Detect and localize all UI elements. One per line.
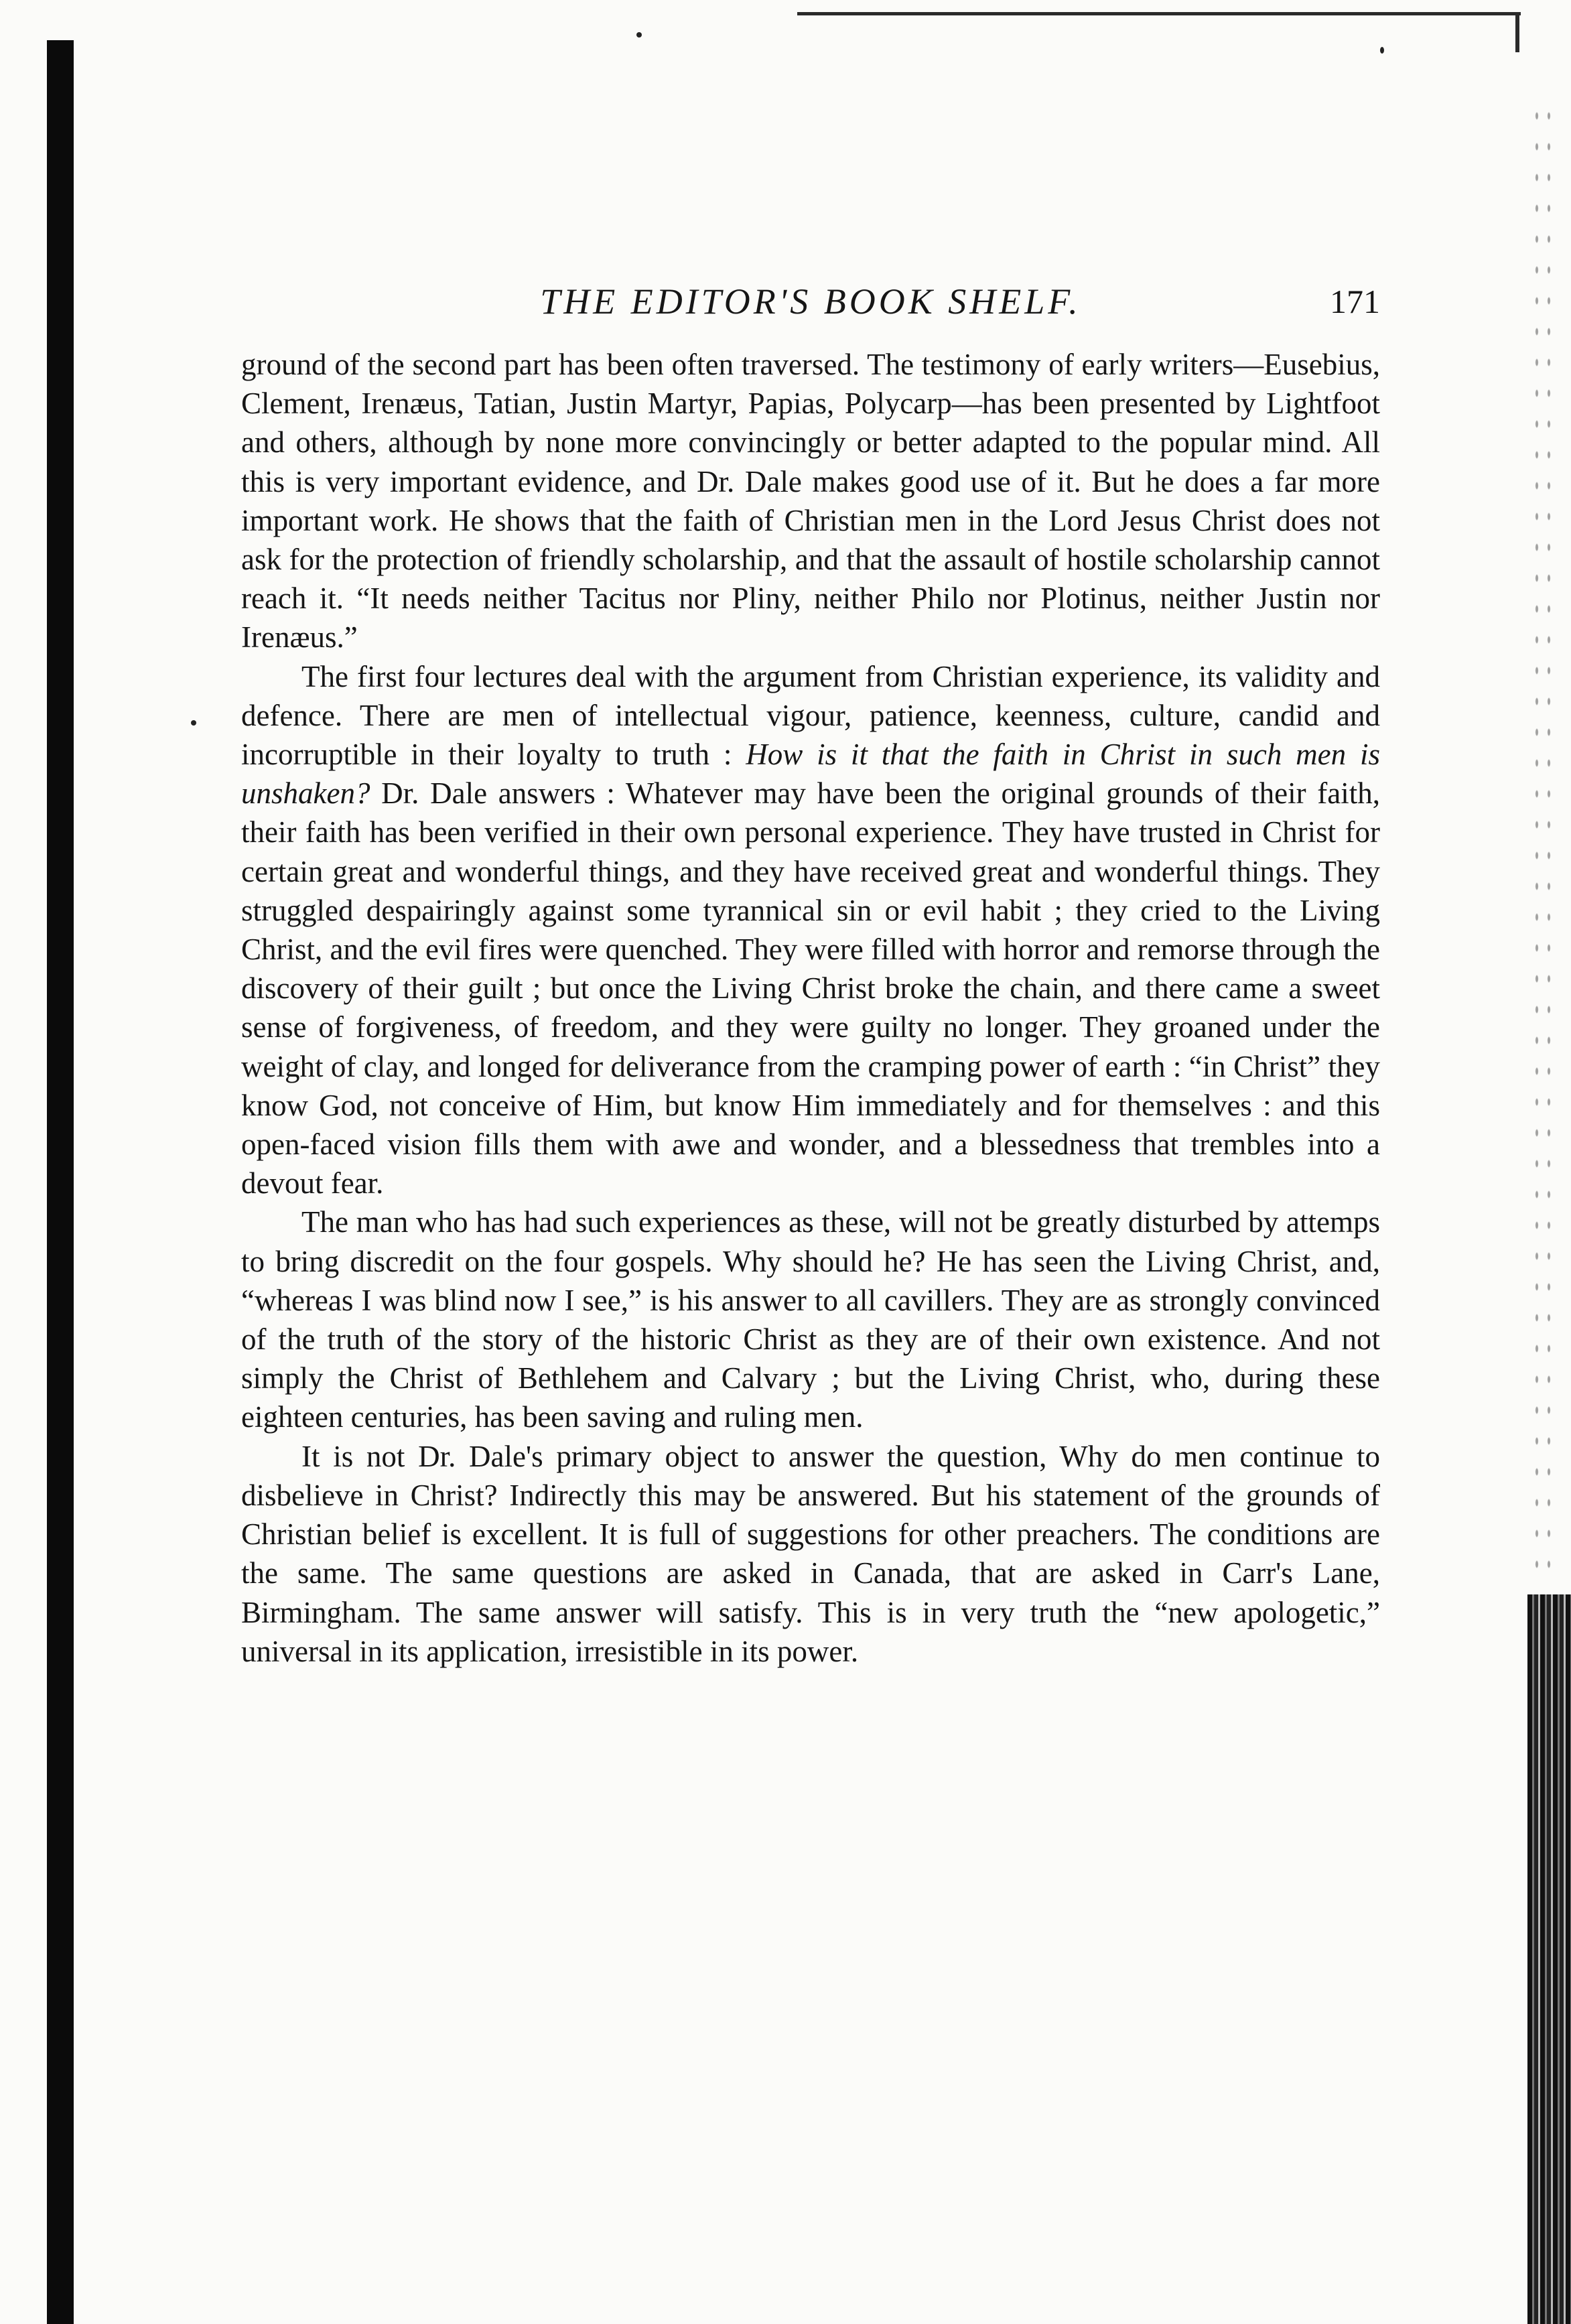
page-edge-speckle [1531,100,1558,1574]
page-header [241,271,1380,332]
binding-shadow [47,40,74,2324]
paragraph-text: It is not Dr. Dale's primary object to answer the question, Why do men continue to disbelieve in Christ? Indirectly this may be answered. But his statement of the grounds of Christian belief is excellent. It is full of suggestions for other preachers. The conditions are the same. The same questions are asked in Canada, that are asked in Carr's Lane, Birmingham. The same answer will satisfy. This is in very truth the “new apologetic,” universal in its application, irresistible in its power. [241,1439,1380,1668]
paragraph-primary-object [241,1437,1380,1671]
paragraph-continuation [241,345,1380,657]
paragraph-text: The first four lectures deal with the argument from Christian experience, its validity and defence. There are men of intellectual vigour, patience, keenness, culture, candid and incorruptible in their loyalty to truth : [241,659,1380,772]
italic-question: How is it that the faith in Christ in such men is unshaken? [241,738,1380,811]
paragraph-the-man [241,1203,1380,1436]
body-text [241,345,1380,1671]
paragraph-text: The man who has had such experiences as these, will not be greatly disturbed by attemps to bring discredit on the four gospels. Why should he? He has seen the Living Christ, and, “whereas I was blind now I see,” is his answer to all cavillers. They are as strongly convinced of the truth of the story of the historic Christ as they are of their own existence. And not simply the Christ of Bethlehem and Calvary ; but the Living Christ, who, during these eighteen centuries, has been saving and ruling men. [241,1205,1380,1434]
stray-ink-mark [636,32,642,38]
paragraph-first-four-lectures [241,657,1380,1203]
page-number: 171 [1330,283,1380,320]
paragraph-text: Dr. Dale answers : Whatever may have been the original grounds of their faith, their faith has been verified in their own personal experience. They have trusted in Christ for certain great and wonderful things, and they have received great and wonderful things. They struggled despairingly against some tyrannical sin or evil habit ; they cried to the Living Christ, and the evil fires were quenched. They were filled with horror and remorse through the discovery of their guilt ; but once the Living Christ broke the chain, and there came a sweet sense of forgiveness, of freedom, and they were guilty no longer. They groaned under the weight of clay, and longed for deliverance from the cramping power of earth : “in Christ” they know God, not conceive of Him, but know Him immediately and for themselves : and this open-faced vision fills them with awe and wonder, and a blessedness that trembles into a devout fear. [241,776,1380,1201]
paragraph-text: ground of the second part has been often traversed. The testimony of early writers—Eusebius, Clement, Irenæus, Tatian, Justin Martyr, Papias, Polycarp—has been presented by Lightfoot and others, although by none more convincingly or better adapted to the popular mind. All this is very important evidence, and Dr. Dale makes good use of it. But he does a far more important work. He shows that the faith of Christian men in the Lord Jesus Christ does not ask for the protection of friendly scholarship, and that the assault of hostile scholarship cannot reach it. “It needs neither Tacitus nor Pliny, neither Philo nor Plotinus, neither Justin nor Irenæus.” [241,348,1380,655]
running-title: THE EDITOR'S BOOK SHELF. [540,281,1081,322]
top-edge-rule-corner [1515,12,1519,52]
page-edge-shadow [1527,1594,1571,2324]
stray-ink-mark [1380,47,1384,54]
top-edge-rule [797,12,1521,15]
stray-ink-mark [191,720,196,726]
